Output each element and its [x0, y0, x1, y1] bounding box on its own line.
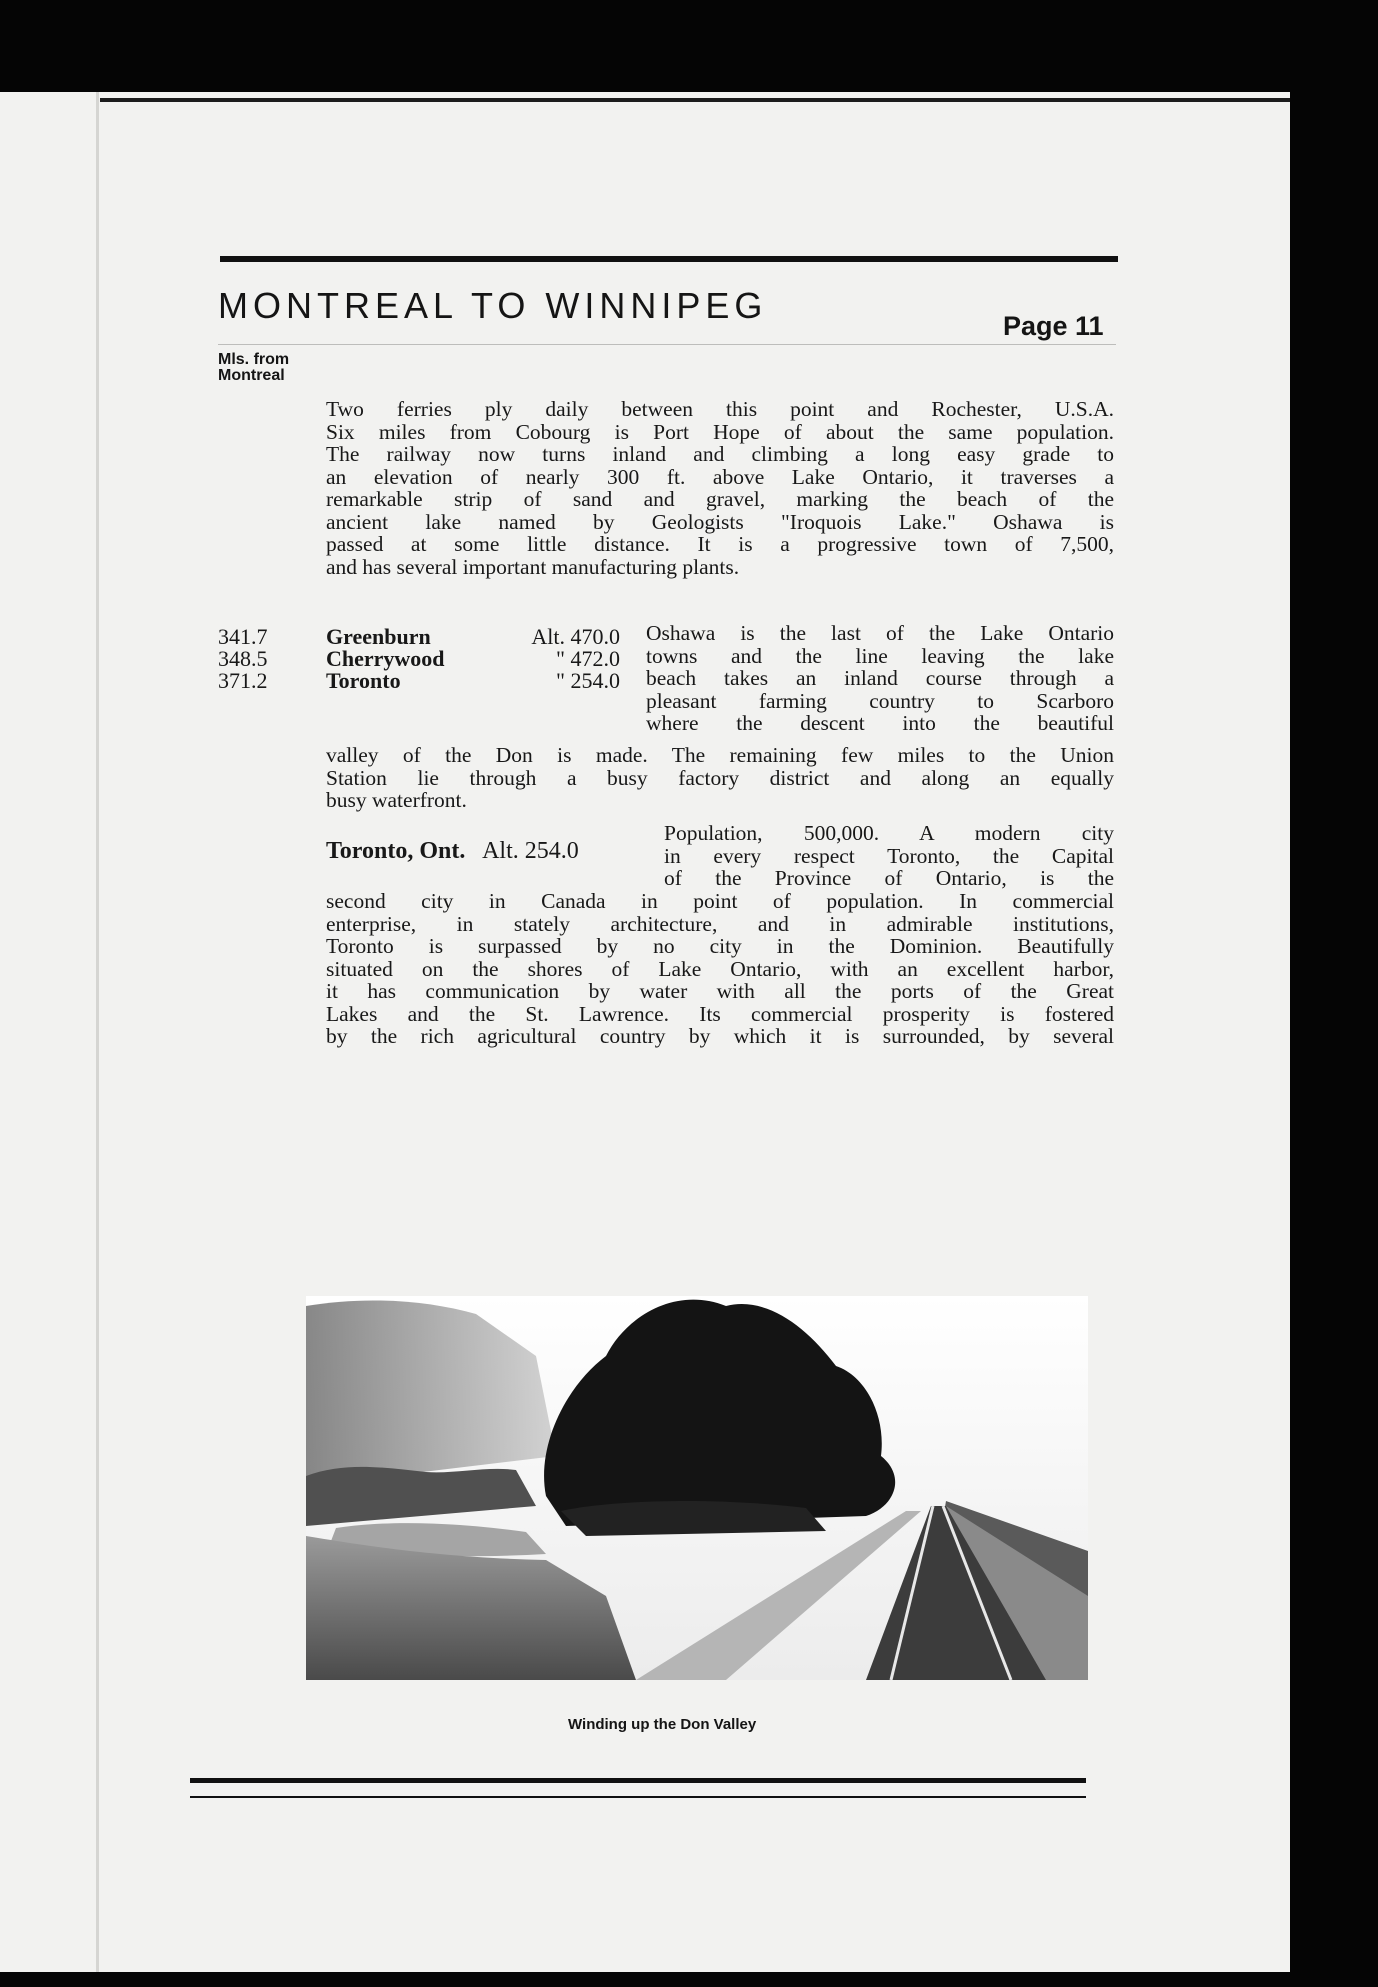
page-title: MONTREAL TO WINNIPEG	[218, 285, 768, 326]
photo-caption: Winding up the Don Valley	[568, 1716, 757, 1733]
text-line: ancient lake named by Geologists "Iroquois Lake." Oshawa is	[326, 509, 1114, 534]
text-line: The railway now turns inland and climbing a long easy grade to	[326, 442, 1114, 466]
text-line: and has several important manufacturing plants.	[326, 554, 740, 579]
text-line: by the rich agricultural country by which it is surrounded, by several	[326, 1024, 1114, 1048]
station-mileage: 341.7	[218, 624, 268, 649]
text-line: beach takes an inland course through a	[646, 666, 1114, 690]
station-mileage: 348.5	[218, 646, 268, 671]
text-line: it has communication by water with all the ports of the Great	[326, 979, 1114, 1003]
text-line: enterprise, in stately architecture, and in admirable institutions,	[326, 911, 1114, 936]
station-name: Toronto	[326, 668, 401, 693]
station-name: Greenburn	[326, 624, 431, 649]
text-line: situated on the shores of Lake Ontario, with an excellent harbor,	[326, 956, 1114, 981]
text-line: passed at some little distance. It is a progressive town of 7,500,	[326, 532, 1114, 556]
text-line: Toronto is surpassed by no city in the Dominion. Beautifully	[326, 934, 1114, 958]
station-altitude: " 472.0	[556, 646, 620, 671]
station-name: Cherrywood	[326, 646, 445, 671]
text-line: where the descent into the beautiful	[646, 711, 1114, 735]
text-line: Oshawa is the last of the Lake Ontario	[646, 621, 1114, 645]
station-altitude: Alt. 470.0	[531, 624, 620, 649]
footer-rule-thin	[190, 1796, 1086, 1798]
text-line: towns and the line leaving the lake	[646, 643, 1114, 668]
text-line: in every respect Toronto, the Capital	[664, 843, 1114, 868]
text-line: Two ferries ply daily between this point and Rochester, U.S.A.	[326, 397, 1114, 421]
toronto-full-paragraph	[326, 890, 1114, 1048]
mileage-label-line: Montreal	[218, 367, 285, 384]
text-line: second city in Canada in point of population. In commercial	[326, 889, 1114, 913]
tree-mass-low	[561, 1501, 826, 1536]
text-line: Station lie through a busy factory district and along an equally	[326, 765, 1114, 790]
page-number: Page 11	[1003, 311, 1104, 341]
text-line: valley of the Don is made. The remaining few miles to the Union	[326, 743, 1114, 767]
don-valley-photograph	[306, 1296, 1088, 1680]
text-line: Six miles from Cobourg is Port Hope of about the same population.	[326, 419, 1114, 444]
toronto-heading-altitude: Alt. 254.0	[482, 838, 579, 864]
station-altitude: " 254.0	[556, 668, 620, 693]
text-line: an elevation of nearly 300 ft. above Lake Ontario, it traverses a	[326, 464, 1114, 489]
text-line: pleasant farming country to Scarboro	[646, 688, 1114, 713]
station-mileage: 371.2	[218, 668, 268, 693]
oshawa-side-paragraph	[646, 622, 1114, 735]
text-line: Lakes and the St. Lawrence. Its commercial prosperity is fostered	[326, 1001, 1114, 1026]
text-line: of the Province of Ontario, is the	[664, 866, 1114, 890]
page-top-edge	[100, 98, 1290, 102]
text-line: busy waterfront.	[326, 788, 467, 812]
intro-paragraph	[326, 398, 1114, 578]
text-line: Population, 500,000. A modern city	[664, 821, 1114, 845]
mileage-label-line: Mls. from	[218, 351, 290, 368]
toronto-heading-name: Toronto, Ont.	[326, 838, 466, 864]
header-rule	[220, 256, 1118, 262]
title-underline	[218, 344, 1116, 345]
toronto-side-paragraph	[664, 822, 1114, 890]
oshawa-full-paragraph	[326, 744, 1114, 812]
footer-rule	[190, 1778, 1086, 1783]
mileage-column-label	[218, 352, 289, 384]
text-line: remarkable strip of sand and gravel, marking the beach of the	[326, 487, 1114, 511]
page-left-edge	[96, 92, 99, 1972]
toronto-heading	[326, 838, 579, 865]
